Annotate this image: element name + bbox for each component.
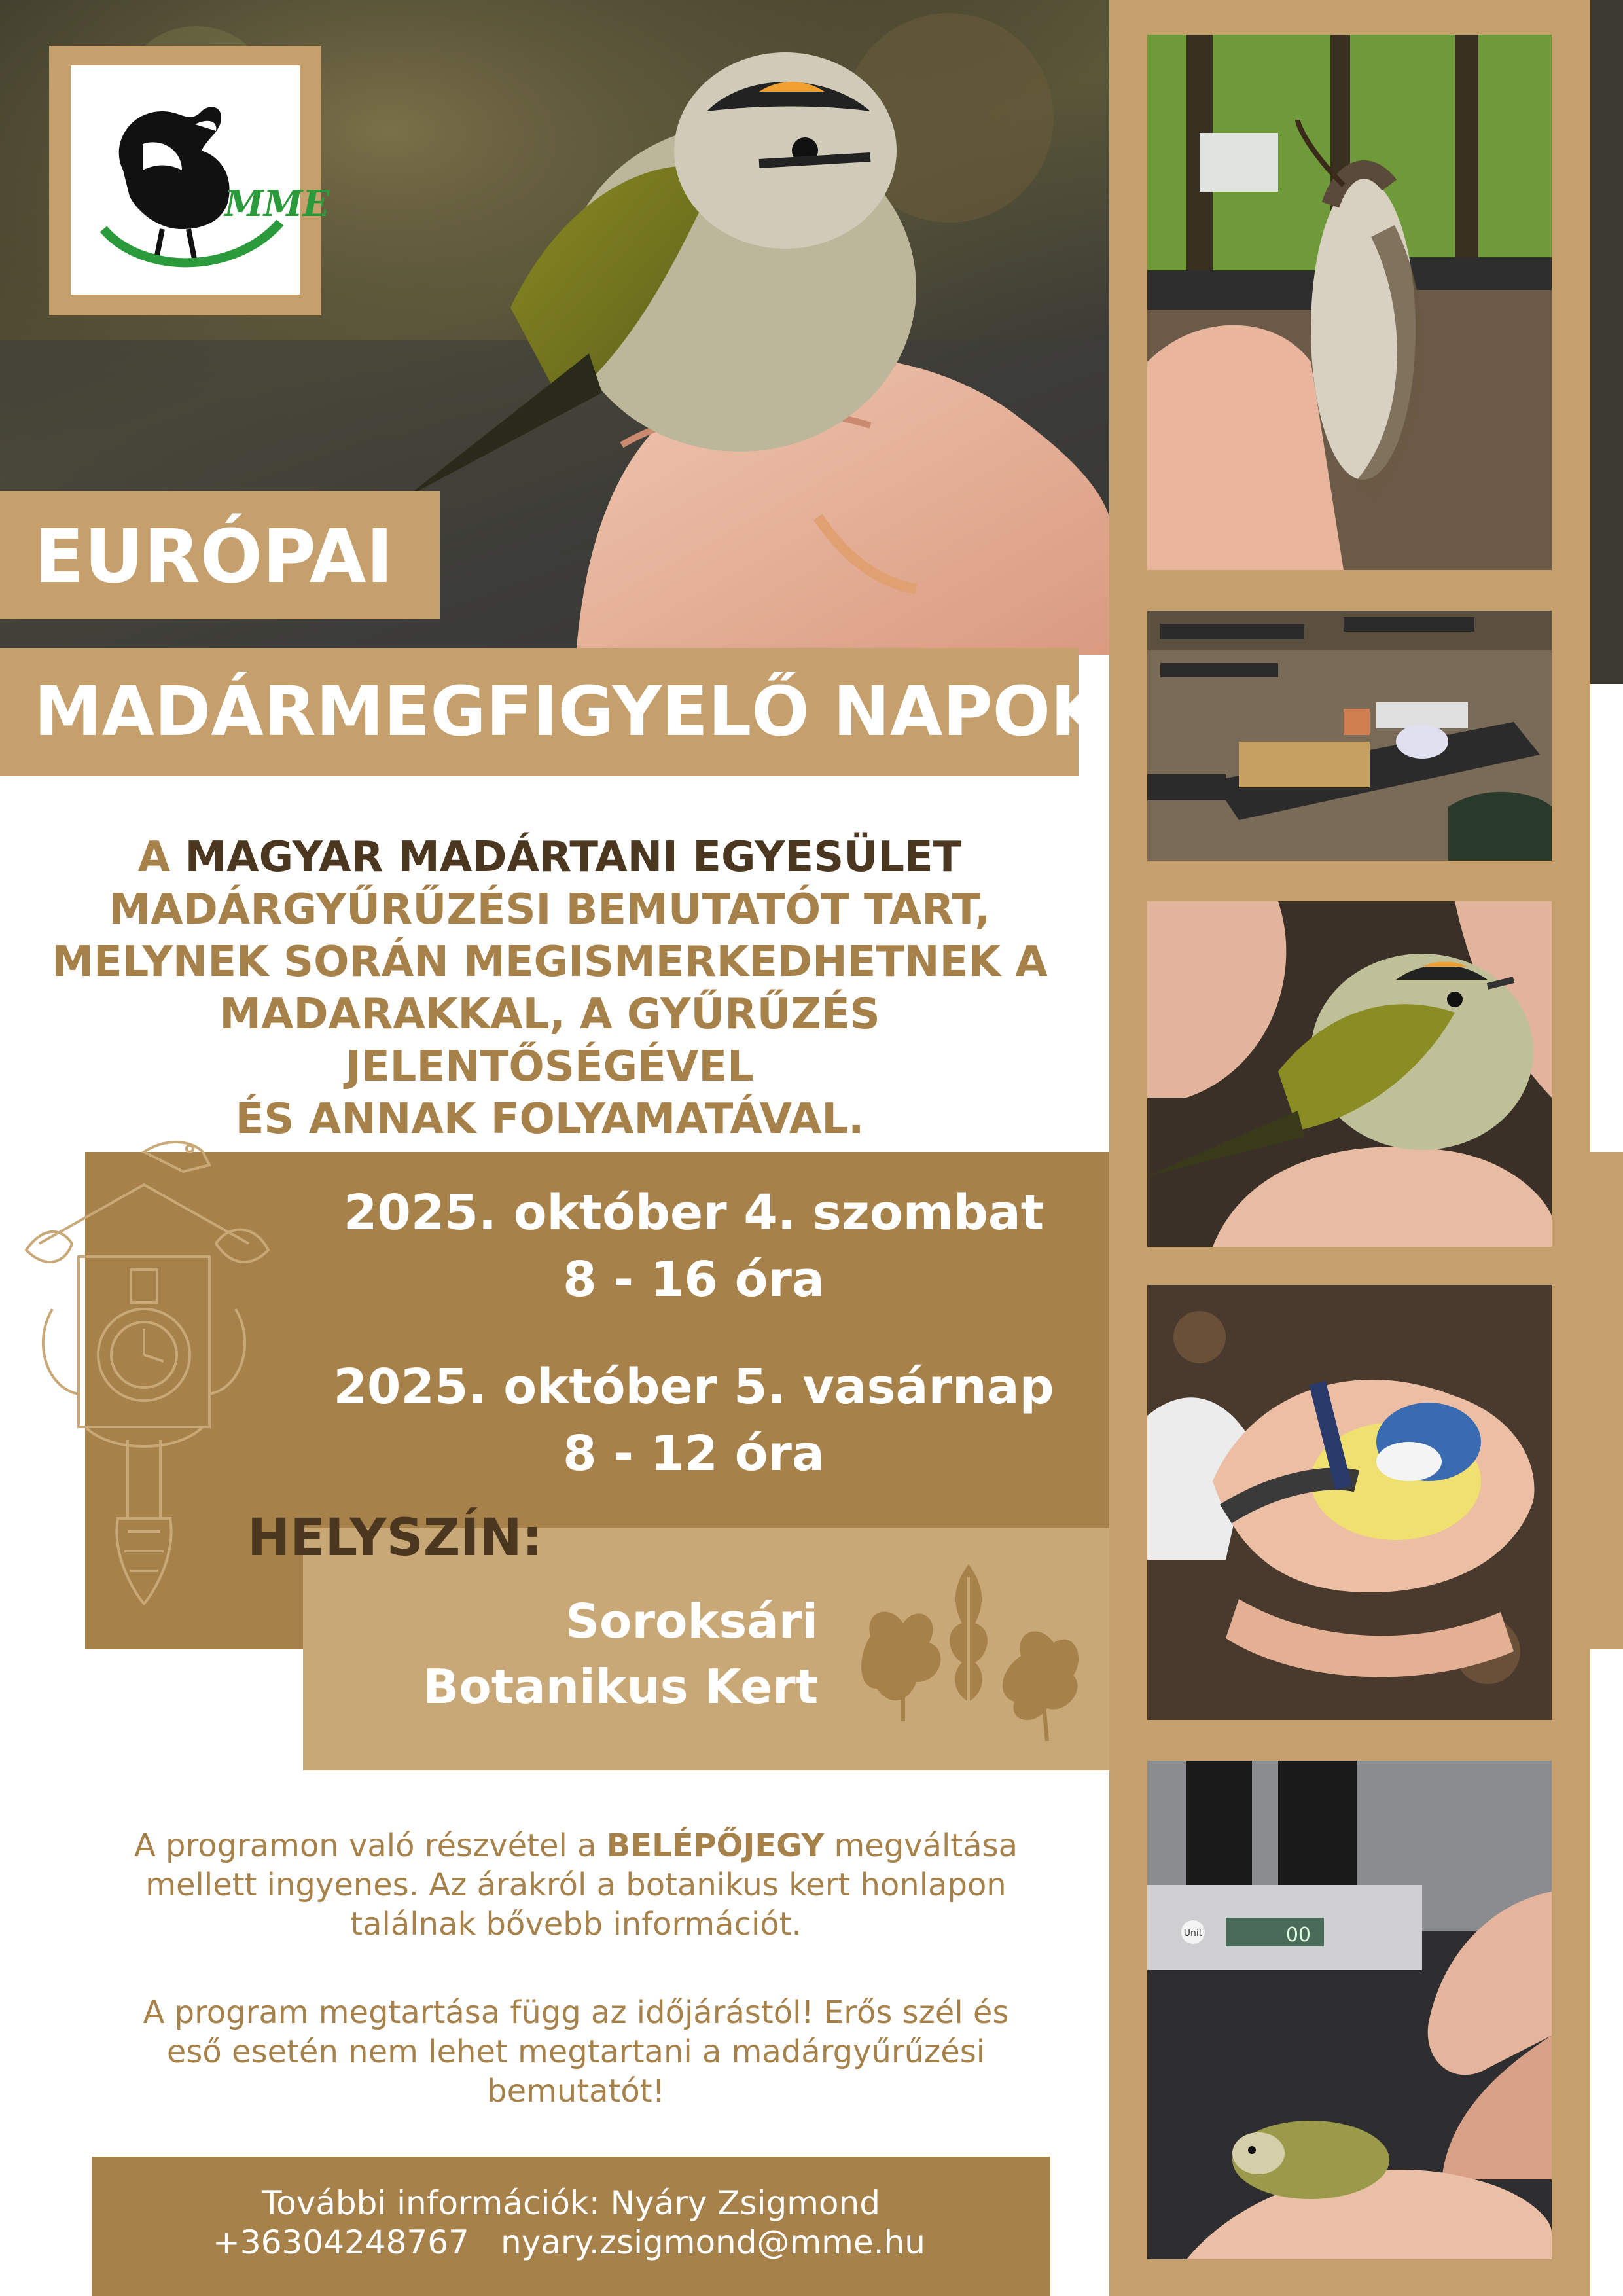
mme-bustard-logo-icon [71,65,330,295]
right-edge-color-band [1590,1152,1623,1649]
venue-label: HELYSZÍN: [247,1509,543,1568]
schedule-day2-date: 2025. október 5. vasárnap [333,1359,1054,1415]
ticket-note [85,1826,1067,1944]
photo-weighing-scale-illustration [1147,1761,1552,2259]
schedule-day1-date: 2025. október 4. szombat [343,1185,1044,1241]
mme-logo-text: MME [224,183,330,224]
photo-treecreeper [1147,35,1552,570]
intro-prefix: A [137,833,185,882]
leaves-illustration [851,1551,1086,1748]
mme-logo [71,65,330,295]
ticket-note-line1 [85,1826,1067,1865]
cuckoo-clock-lineart [13,1113,275,1610]
contact-email[interactable]: nyary.zsigmond@mme.hu [501,2223,925,2261]
weather-note-line3: bemutatót! [487,2073,665,2109]
photo-ringing-table [1147,611,1552,861]
schedule-day2-hours: 8 - 12 óra [563,1426,825,1482]
intro-line4: MADARAKKAL, A GYŰRŰZÉS JELENTŐSÉGÉVEL [219,990,880,1091]
intro-line2: MADÁRGYŰRŰZÉSI BEMUTATÓT TART, [109,886,991,934]
photo-treecreeper-illustration [1147,35,1552,570]
venue-line2: Botanikus Kert [423,1659,818,1714]
contact-line1: További információk: Nyáry Zsigmond [262,2184,880,2222]
contact-phone[interactable]: +36304248767 [213,2223,469,2261]
photo-firecrest-hand [1147,901,1552,1247]
intro-text [26,831,1073,1145]
title-line1: EURÓPAI [34,514,394,600]
scale-display: 00 [1285,1924,1311,1946]
intro-org-name: MAGYAR MADÁRTANI EGYESÜLET [185,833,962,882]
right-edge-photo-band [1590,0,1623,684]
venue-line1: Soroksári [565,1594,818,1649]
weather-note [85,1993,1067,2111]
photo-firecrest-hand-illustration [1147,901,1552,1247]
ticket-note-suffix: megváltása [824,1827,1018,1864]
ticket-note-line3: találnak bővebb információt. [350,1906,802,1943]
scale-unit-label: Unit [1183,1928,1203,1939]
photo-blue-tit-hands-illustration [1147,1285,1552,1720]
intro-line5: ÉS ANNAK FOLYAMATÁVAL. [235,1095,865,1143]
ticket-note-line2: mellett ingyenes. Az árakról a botanikus kert honlapon [145,1867,1007,1903]
ticket-note-prefix: A programon való részvétel a [134,1827,607,1864]
photo-weighing-scale [1147,1761,1552,2259]
weather-note-line2: eső esetén nem lehet megtartani a madárgyűrűzési [166,2034,986,2070]
weather-note-line1: A program megtartása függ az időjárástól! Erős szél és [143,1994,1009,2031]
photo-ringing-table-illustration [1147,611,1552,861]
title-line2: MADÁRMEGFIGYELŐ NAPOK [34,672,1103,751]
cuckoo-clock-decoration-icon [13,1113,275,1610]
ticket-note-bold: BELÉPŐJEGY [606,1827,825,1864]
schedule-day1-hours: 8 - 16 óra [563,1251,825,1308]
intro-line3: MELYNEK SORÁN MEGISMERKEDHETNEK A [52,938,1048,986]
leaves-decoration-icon [851,1551,1086,1748]
photo-blue-tit-hands [1147,1285,1552,1720]
intro-line1 [26,831,1073,884]
